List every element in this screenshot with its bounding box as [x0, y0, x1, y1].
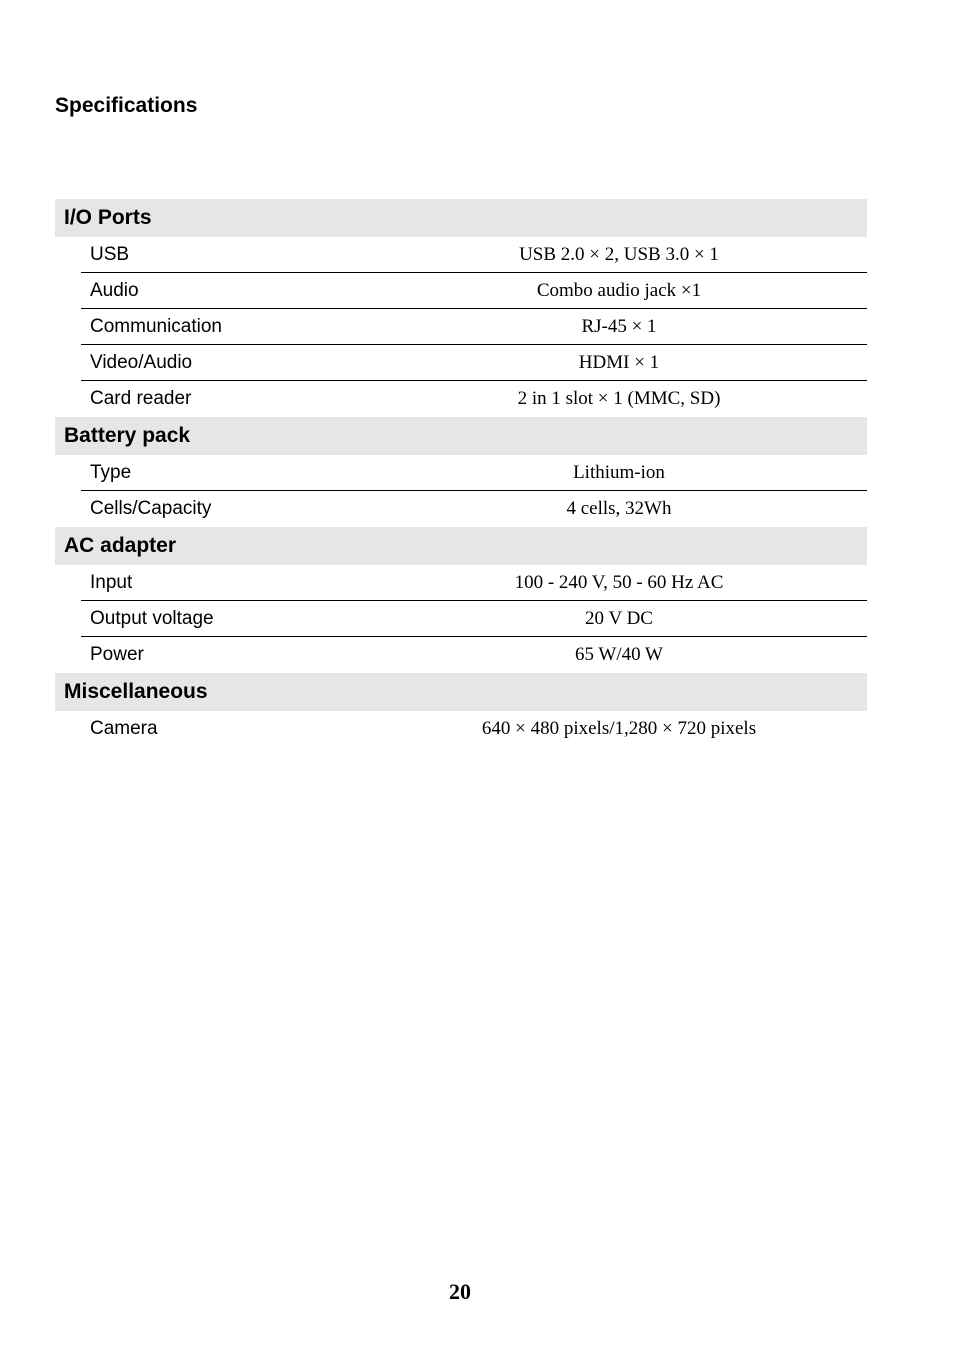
spec-value: Combo audio jack ×1 [536, 279, 702, 301]
spec-value: 65 W/40 W [575, 644, 663, 665]
spec-value: 640 × 480 pixels/1,280 × 720 pixels [481, 718, 757, 739]
spec-label: Card reader [90, 388, 192, 409]
spec-label: Video/Audio [90, 351, 193, 373]
spec-row-camera [81, 711, 867, 747]
spec-row-cells-capacity [81, 491, 867, 527]
spec-label: Power [90, 644, 144, 665]
section-io-ports [55, 199, 867, 417]
spec-label: Communication [90, 315, 222, 337]
section-header: Miscellaneous [55, 673, 867, 711]
section-battery-pack [55, 417, 867, 527]
spec-label: Type [90, 461, 132, 483]
spec-label: Output voltage [90, 607, 214, 629]
spec-row-usb [81, 237, 867, 273]
spec-row-output-voltage [81, 601, 867, 637]
spec-value: USB 2.0 × 2, USB 3.0 × 1 [519, 243, 719, 265]
spec-label: Audio [90, 279, 139, 301]
spec-row-communication [81, 309, 867, 345]
spec-label: USB [90, 243, 130, 265]
spec-value: RJ-45 × 1 [581, 315, 657, 337]
spec-label: Camera [90, 718, 158, 739]
spec-row-type [81, 455, 867, 491]
spec-value: 4 cells, 32Wh [566, 498, 672, 519]
spec-label: Cells/Capacity [90, 498, 212, 519]
spec-row-power [81, 637, 867, 673]
spec-label: Input [90, 571, 133, 593]
spec-row-card-reader [81, 381, 867, 417]
spec-value: Lithium-ion [573, 461, 665, 483]
page-title: Specifications [55, 94, 198, 117]
spec-value: HDMI × 1 [578, 351, 660, 373]
section-ac-adapter [55, 527, 867, 673]
section-miscellaneous [55, 673, 867, 747]
spec-row-input [81, 565, 867, 601]
spec-table [55, 199, 867, 747]
page-number: 20 [449, 1279, 471, 1304]
spec-row-video-audio [81, 345, 867, 381]
spec-row-audio [81, 273, 867, 309]
spec-value: 100 - 240 V, 50 - 60 Hz AC [514, 571, 724, 593]
section-header: AC adapter [55, 527, 867, 565]
section-header: I/O Ports [55, 199, 867, 237]
section-header: Battery pack [55, 417, 867, 455]
spec-value: 2 in 1 slot × 1 (MMC, SD) [517, 388, 721, 409]
spec-value: 20 V DC [585, 607, 653, 629]
